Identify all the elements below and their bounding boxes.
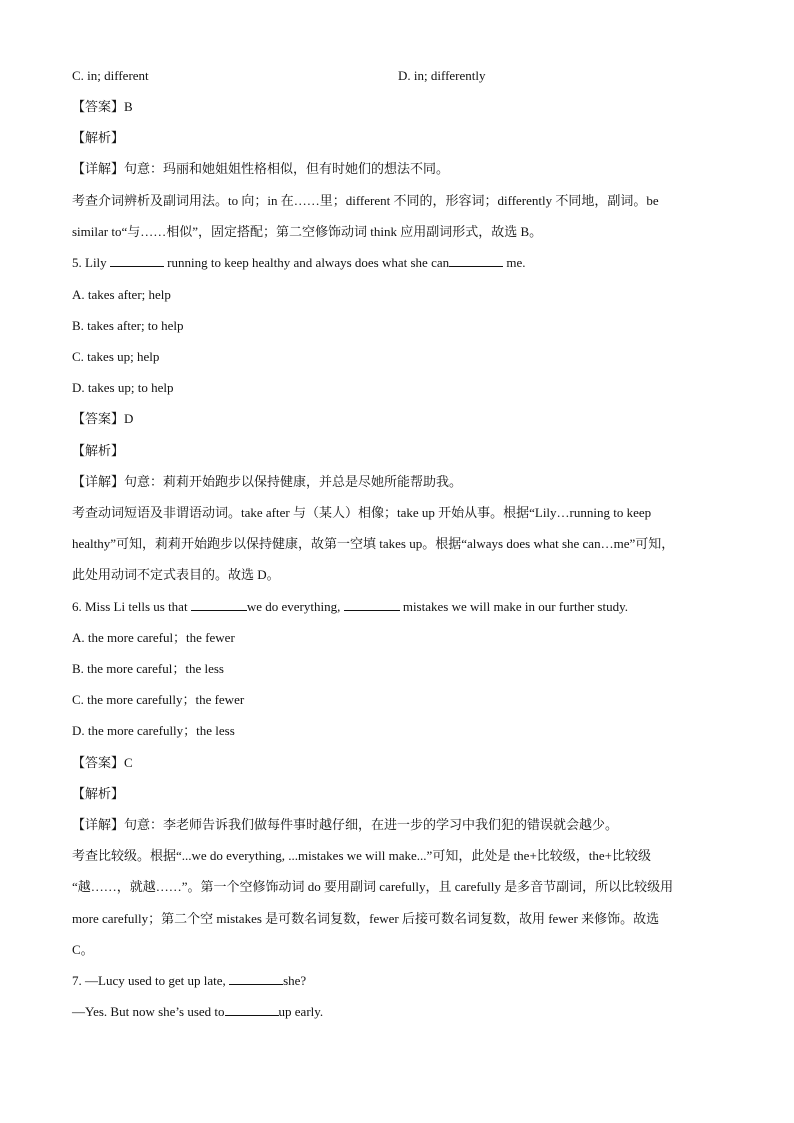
q5-detail: 【详解】句意：莉莉开始跑步以保持健康，并总是尽她所能帮助我。 bbox=[72, 474, 463, 489]
q5-explain-line-1: 考查动词短语及非谓语动词。take after 与（某人）相像；take up 开始从事。根据“Lily…running to keep bbox=[72, 505, 652, 520]
q6-blank-2 bbox=[344, 598, 400, 611]
q5-analysis-heading: 【解析】 bbox=[72, 443, 125, 458]
q7-reply bbox=[72, 1003, 732, 1021]
q4-option-d: D. in; differently bbox=[398, 68, 486, 83]
q4-explain-line-1: 考查介词辨析及副词用法。to 向；in 在……里；different 不同的，形容词；differently 不同地，副词。be bbox=[72, 193, 659, 208]
q5-option-d: D. takes up; to help bbox=[72, 380, 174, 395]
q6-stem-part-1: 6. Miss Li tells us that bbox=[72, 599, 191, 614]
q5-stem-part-1: 5. Lily bbox=[72, 255, 110, 270]
q4-analysis-heading: 【解析】 bbox=[72, 130, 125, 145]
q5-stem bbox=[72, 254, 732, 272]
q5-blank-2 bbox=[449, 254, 503, 267]
q7-reply-part-1: —Yes. But now she’s used to bbox=[72, 1004, 225, 1019]
q4-detail: 【详解】句意：玛丽和她姐姐性格相似，但有时她们的想法不同。 bbox=[72, 161, 450, 176]
q6-explain-line-1: 考查比较级。根据“...we do everything, ...mistakes we will make...”可知，此处是 the+比较级，the+比较级 bbox=[72, 848, 651, 863]
q5-option-c: C. takes up; help bbox=[72, 349, 160, 364]
q6-option-c: C. the more carefully；the fewer bbox=[72, 692, 245, 707]
q4-explain-line-2: similar to“与……相似”，固定搭配；第二空修饰动词 think 应用副词形式，故选 B。 bbox=[72, 224, 543, 239]
q7-blank-1 bbox=[229, 972, 283, 985]
q6-blank-1 bbox=[191, 598, 247, 611]
q6-explain-line-4: C。 bbox=[72, 942, 94, 957]
q6-analysis-heading: 【解析】 bbox=[72, 786, 125, 801]
q5-stem-part-2: running to keep healthy and always does what she can bbox=[163, 255, 450, 270]
q7-stem-part-2: she? bbox=[283, 973, 307, 988]
q4-answer: 【答案】B bbox=[72, 99, 133, 114]
q7-reply-part-2: up early. bbox=[278, 1004, 324, 1019]
q5-option-a: A. takes after; help bbox=[72, 287, 171, 302]
q5-explain-line-3: 此处用动词不定式表目的。故选 D。 bbox=[72, 567, 280, 582]
q6-stem-part-2: we do everything, bbox=[246, 599, 344, 614]
q6-option-b: B. the more careful；the less bbox=[72, 661, 224, 676]
q6-stem bbox=[72, 598, 732, 616]
q5-explain-line-2: healthy”可知，莉莉开始跑步以保持健康，故第一空填 takes up。根据“always does what she can…me”可知， bbox=[72, 536, 675, 551]
q5-blank-1 bbox=[110, 254, 164, 267]
q6-explain-line-3: more carefully；第二个空 mistakes 是可数名词复数，fewer 后接可数名词复数，故用 fewer 来修饰。故选 bbox=[72, 911, 660, 926]
q6-option-d: D. the more carefully；the less bbox=[72, 723, 235, 738]
q5-answer: 【答案】D bbox=[72, 411, 134, 426]
q7-stem bbox=[72, 972, 732, 990]
q5-option-b: B. takes after; to help bbox=[72, 318, 184, 333]
q6-stem-part-3: mistakes we will make in our further study. bbox=[399, 599, 628, 614]
q4-option-c: C. in; different bbox=[72, 68, 149, 83]
q4-options-row bbox=[72, 67, 732, 85]
q7-blank-2 bbox=[225, 1003, 279, 1016]
q6-option-a: A. the more careful；the fewer bbox=[72, 630, 235, 645]
q6-answer: 【答案】C bbox=[72, 755, 133, 770]
q6-explain-line-2: “越……，就越……”。第一个空修饰动词 do 要用副词 carefully，且 carefully 是多音节副词，所以比较级用 bbox=[72, 879, 674, 894]
q7-stem-part-1: 7. —Lucy used to get up late, bbox=[72, 973, 230, 988]
q6-detail: 【详解】句意：李老师告诉我们做每件事时越仔细，在进一步的学习中我们犯的错误就会越少。 bbox=[72, 817, 619, 832]
q5-stem-part-3: me. bbox=[503, 255, 526, 270]
